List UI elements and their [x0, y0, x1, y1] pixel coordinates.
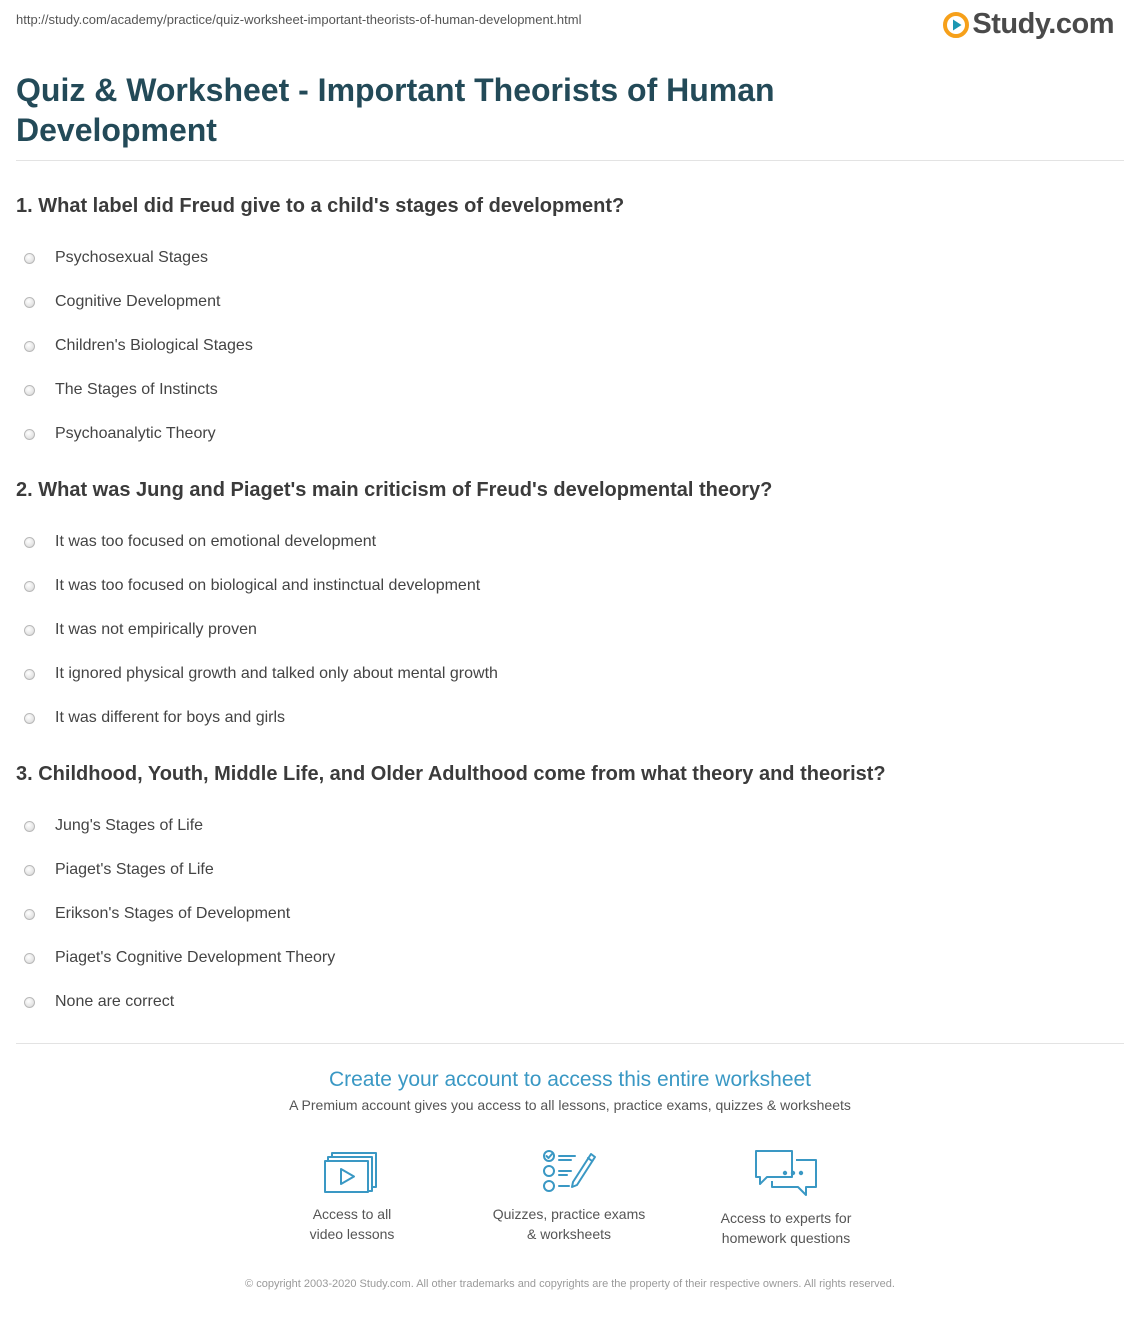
answer-label: The Stages of Instincts	[55, 381, 218, 398]
answer-option[interactable]	[16, 804, 1124, 848]
feature-label: Quizzes, practice exams & worksheets	[492, 1206, 646, 1242]
answer-list	[16, 520, 1124, 740]
answer-label: It was not empirically proven	[55, 621, 257, 638]
answer-option[interactable]	[16, 520, 1124, 564]
answer-option[interactable]	[16, 368, 1124, 412]
answer-label: Psychoanalytic Theory	[55, 425, 216, 442]
answer-option[interactable]	[16, 564, 1124, 608]
radio-button[interactable]	[24, 865, 35, 876]
answer-label: It was different for boys and girls	[55, 709, 286, 726]
radio-button[interactable]	[24, 297, 35, 308]
answer-option[interactable]	[16, 848, 1124, 892]
answer-option[interactable]	[16, 696, 1124, 740]
feature-label: Access to experts for homework questions	[720, 1210, 852, 1246]
feature-label: Access to all video lessons	[309, 1206, 395, 1242]
answer-option[interactable]	[16, 608, 1124, 652]
cta-subheading: A Premium account gives you access to all lessons, practice exams, quizzes & worksheets	[289, 1097, 851, 1113]
chat-bubbles-icon	[754, 1148, 818, 1198]
answer-label: Piaget's Cognitive Development Theory	[55, 949, 336, 966]
copyright-notice: © copyright 2003-2020 Study.com. All other trademarks and copyrights are the property of their respective owners. All rights reserved.	[245, 1278, 895, 1290]
answer-option[interactable]	[16, 324, 1124, 368]
page-title: Quiz & Worksheet - Important Theorists of Human Development	[16, 72, 775, 148]
radio-button[interactable]	[24, 341, 35, 352]
play-logo-icon	[943, 12, 969, 38]
video-lesson-icon	[324, 1148, 380, 1194]
cta-heading-link[interactable]: Create your account to access this entire worksheet	[328, 1068, 812, 1091]
radio-button[interactable]	[24, 429, 35, 440]
answer-option[interactable]	[16, 236, 1124, 280]
answer-label: It was too focused on biological and instinctual development	[55, 577, 481, 594]
feature-row	[0, 1148, 1140, 1258]
answer-option[interactable]	[16, 892, 1124, 936]
title-divider	[16, 160, 1124, 161]
radio-button[interactable]	[24, 537, 35, 548]
feature-experts	[686, 1148, 886, 1248]
radio-button[interactable]	[24, 385, 35, 396]
answer-option[interactable]	[16, 412, 1124, 456]
question-3	[16, 761, 1124, 1024]
page-url: http://study.com/academy/practice/quiz-worksheet-important-theorists-of-human-development.html	[16, 12, 582, 27]
answer-label: It ignored physical growth and talked only about mental growth	[55, 665, 498, 682]
answer-list	[16, 236, 1124, 456]
question-text: 1. What label did Freud give to a child's stages of development?	[16, 195, 625, 217]
radio-button[interactable]	[24, 997, 35, 1008]
answer-label: It was too focused on emotional development	[55, 533, 377, 550]
answer-label: Piaget's Stages of Life	[55, 861, 214, 878]
study-logo[interactable]	[943, 8, 1114, 41]
answer-label: Children's Biological Stages	[55, 337, 253, 354]
answer-option[interactable]	[16, 652, 1124, 696]
radio-button[interactable]	[24, 909, 35, 920]
answer-label: None are correct	[55, 993, 175, 1010]
radio-button[interactable]	[24, 713, 35, 724]
answer-label: Jung's Stages of Life	[55, 817, 204, 834]
quiz-checklist-icon	[541, 1148, 597, 1194]
feature-video-lessons	[252, 1148, 452, 1244]
radio-button[interactable]	[24, 253, 35, 264]
answer-label: Cognitive Development	[55, 293, 221, 310]
question-text: 3. Childhood, Youth, Middle Life, and Older Adulthood come from what theory and theorist?	[16, 763, 886, 785]
question-2	[16, 477, 1124, 740]
answer-label: Psychosexual Stages	[55, 249, 208, 266]
answer-option[interactable]	[16, 936, 1124, 980]
answer-label: Erikson's Stages of Development	[55, 905, 291, 922]
radio-button[interactable]	[24, 953, 35, 964]
logo-text: Study.com	[972, 8, 1114, 40]
signup-cta	[0, 1066, 1140, 1113]
radio-button[interactable]	[24, 625, 35, 636]
radio-button[interactable]	[24, 581, 35, 592]
feature-quizzes	[469, 1148, 669, 1244]
question-1	[16, 193, 1124, 456]
answer-option[interactable]	[16, 280, 1124, 324]
radio-button[interactable]	[24, 821, 35, 832]
cta-divider	[16, 1043, 1124, 1044]
answer-list	[16, 804, 1124, 1024]
question-text: 2. What was Jung and Piaget's main criticism of Freud's developmental theory?	[16, 479, 773, 501]
radio-button[interactable]	[24, 669, 35, 680]
answer-option[interactable]	[16, 980, 1124, 1024]
